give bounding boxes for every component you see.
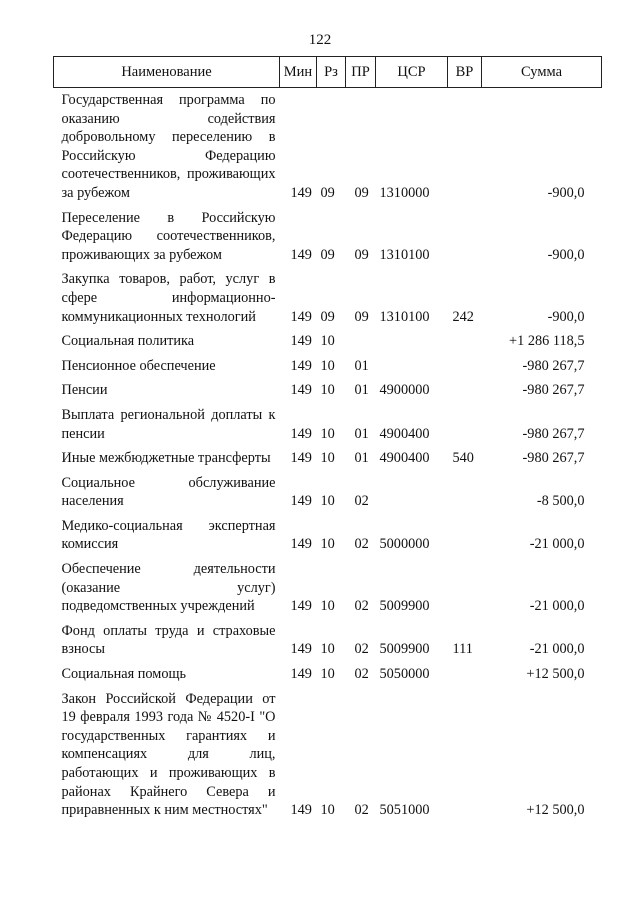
cell-csr: 5009900 (379, 641, 430, 658)
cell-rz: 10 (320, 357, 335, 374)
table-row (54, 468, 602, 511)
cell-min: 149 (290, 493, 312, 510)
cell-sum: -900,0 (547, 246, 585, 263)
cell-sum: -900,0 (547, 184, 585, 201)
cell-vr (448, 351, 482, 376)
cell-min: 149 (290, 357, 312, 374)
cell-pr: 09 (354, 184, 369, 201)
cell-sum: -980 267,7 (522, 450, 585, 467)
cell-rz: 10 (320, 802, 335, 819)
cell-rz: 10 (320, 641, 335, 658)
cell-sum: -980 267,7 (522, 357, 585, 374)
cell-vr (448, 554, 482, 616)
cell-name: Социальное обслуживание населения (61, 474, 276, 510)
header-rz: Рз (317, 57, 346, 88)
cell-name: Переселение в Российскую Федерацию соотечественников, проживающих за рубежом (61, 209, 276, 263)
cell-min: 149 (290, 382, 312, 399)
cell-vr (448, 88, 482, 203)
cell-sum: -980 267,7 (522, 382, 585, 399)
cell-min: 149 (290, 246, 312, 263)
cell-pr: 01 (354, 425, 369, 442)
table-row (54, 511, 602, 554)
cell-pr: 02 (354, 536, 369, 553)
page-number: 122 (308, 32, 332, 48)
cell-min: 149 (290, 184, 312, 201)
header-min: Мин (280, 57, 317, 88)
cell-vr (448, 511, 482, 554)
cell-pr: 09 (354, 308, 369, 325)
cell-csr: 5009900 (379, 598, 430, 615)
header-sum: Сумма (482, 57, 602, 88)
cell-vr: 111 (452, 641, 473, 658)
cell-min: 149 (290, 333, 312, 350)
cell-csr (376, 326, 448, 351)
table-row (54, 443, 602, 468)
cell-rz: 10 (320, 598, 335, 615)
cell-csr: 4900400 (379, 425, 430, 442)
cell-sum: -900,0 (547, 308, 585, 325)
cell-vr: 242 (452, 308, 474, 325)
cell-vr (448, 468, 482, 511)
cell-rz: 09 (320, 184, 335, 201)
cell-sum: -21 000,0 (529, 536, 585, 553)
header-pr: ПР (346, 57, 376, 88)
cell-sum: -21 000,0 (529, 641, 585, 658)
table-row (54, 400, 602, 443)
cell-csr: 5050000 (379, 666, 430, 683)
cell-name: Обеспечение деятельности (оказание услуг) подведомственных учреждений (61, 561, 276, 615)
cell-sum: +12 500,0 (526, 802, 585, 819)
cell-pr: 09 (354, 246, 369, 263)
cell-rz: 10 (320, 382, 335, 399)
cell-pr: 01 (354, 450, 369, 467)
header-name: Наименование (54, 57, 280, 88)
cell-csr: 1310000 (379, 184, 430, 201)
table-row (54, 264, 602, 326)
cell-name: Пенсии (61, 382, 108, 399)
cell-vr (448, 326, 482, 351)
cell-pr: 02 (354, 666, 369, 683)
cell-sum: -8 500,0 (536, 493, 585, 510)
table-row (54, 326, 602, 351)
cell-min: 149 (290, 802, 312, 819)
table-row (54, 203, 602, 265)
cell-vr (448, 203, 482, 265)
budget-table (53, 56, 602, 820)
cell-name: Фонд оплаты труда и страховые взносы (61, 622, 276, 658)
cell-rz: 10 (320, 425, 335, 442)
table-row (54, 375, 602, 400)
cell-sum: +1 286 118,5 (509, 333, 585, 350)
cell-pr (346, 326, 376, 351)
cell-pr: 02 (354, 802, 369, 819)
cell-name: Медико-социальная экспертная комиссия (61, 517, 276, 553)
table-body (54, 88, 602, 820)
cell-rz: 09 (320, 308, 335, 325)
table-row (54, 684, 602, 820)
cell-pr: 02 (354, 641, 369, 658)
table-header (54, 57, 602, 88)
cell-csr: 5000000 (379, 536, 430, 553)
cell-vr (448, 400, 482, 443)
cell-pr: 01 (354, 382, 369, 399)
table-row (54, 554, 602, 616)
header-vr: ВР (448, 57, 482, 88)
cell-csr: 4900400 (379, 450, 430, 467)
cell-min: 149 (290, 598, 312, 615)
cell-name: Иные межбюджетные трансферты (61, 450, 271, 467)
cell-csr (376, 351, 448, 376)
cell-min: 149 (290, 536, 312, 553)
cell-sum: +12 500,0 (526, 666, 585, 683)
cell-sum: -980 267,7 (522, 425, 585, 442)
cell-name: Государственная программа по оказанию содействия добровольному переселению в Российскую Федерацию соотечественников, проживающих за рубежом (61, 92, 276, 201)
cell-csr: 1310100 (379, 246, 430, 263)
cell-rz: 10 (320, 333, 335, 350)
cell-vr (448, 684, 482, 820)
cell-min: 149 (290, 425, 312, 442)
header-csr: ЦСР (376, 57, 448, 88)
cell-rz: 10 (320, 450, 335, 467)
cell-vr (448, 659, 482, 684)
cell-min: 149 (290, 308, 312, 325)
cell-csr: 5051000 (379, 802, 430, 819)
cell-rz: 10 (320, 666, 335, 683)
cell-name: Выплата региональной доплаты к пенсии (61, 406, 276, 442)
table-row (54, 351, 602, 376)
cell-name: Закон Российской Федерации от 19 февраля 1993 года № 4520-I "О государственных гарантиях и компенсациях для лиц, работающих и проживающих в районах Крайнего Севера и приравненных к ним местностях" (61, 690, 276, 819)
cell-vr (448, 375, 482, 400)
cell-rz: 10 (320, 493, 335, 510)
cell-pr: 01 (354, 357, 369, 374)
cell-min: 149 (290, 641, 312, 658)
cell-csr: 4900000 (379, 382, 430, 399)
cell-name: Социальная политика (61, 333, 195, 350)
cell-name: Социальная помощь (61, 666, 187, 683)
cell-vr: 540 (452, 450, 474, 467)
cell-name: Пенсионное обеспечение (61, 357, 216, 374)
table-row (54, 88, 602, 203)
cell-csr (376, 468, 448, 511)
cell-min: 149 (290, 450, 312, 467)
cell-pr: 02 (354, 493, 369, 510)
cell-pr: 02 (354, 598, 369, 615)
cell-name: Закупка товаров, работ, услуг в сфере информационно-коммуникационных технологий (61, 271, 276, 325)
cell-rz: 10 (320, 536, 335, 553)
cell-rz: 09 (320, 246, 335, 263)
cell-min: 149 (290, 666, 312, 683)
cell-sum: -21 000,0 (529, 598, 585, 615)
cell-csr: 1310100 (379, 308, 430, 325)
table-row (54, 616, 602, 659)
table-row (54, 659, 602, 684)
